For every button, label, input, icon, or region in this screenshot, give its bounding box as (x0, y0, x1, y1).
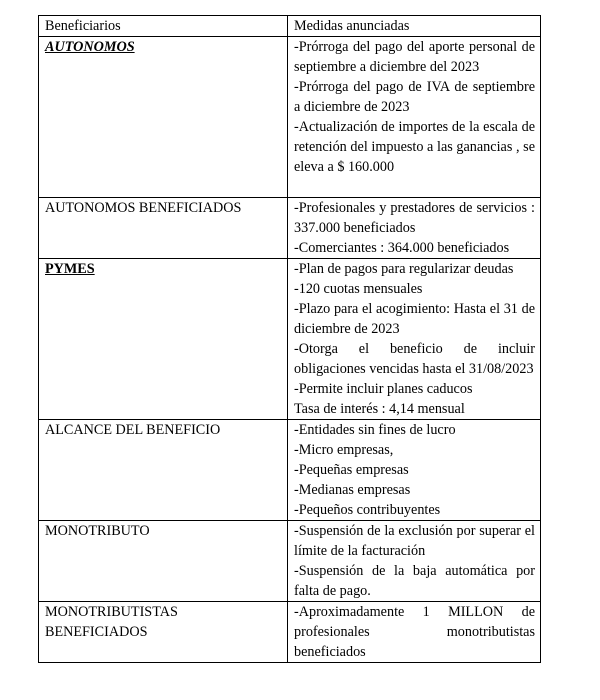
beneficiary-label: MONOTRIBUTO (45, 523, 150, 539)
beneficiary-label: MONOTRIBUTISTAS BENEFICIADOS (45, 604, 178, 640)
measure-item: -Pequeños contribuyentes (294, 502, 441, 518)
measures-cell (288, 602, 541, 663)
measures-cell (288, 420, 541, 521)
beneficiary-cell (39, 602, 288, 663)
measure-item: -Medianas empresas (294, 482, 411, 498)
header-beneficiarios: Beneficiarios (39, 16, 288, 37)
measures-cell (288, 198, 541, 259)
beneficiary-label: ALCANCE DEL BENEFICIO (45, 422, 221, 438)
blank-line (294, 177, 535, 197)
measure-item: -Micro empresas, (294, 442, 394, 458)
table-row (39, 259, 541, 420)
measure-item: -Prórroga del pago de IVA de septiembre a diciembre de 2023 (294, 79, 535, 115)
measure-item: -Entidades sin fines de lucro (294, 422, 456, 438)
table-row (39, 420, 541, 521)
measures-cell (288, 521, 541, 602)
measure-item: -Suspensión de la baja automática por falta de pago. (294, 563, 535, 599)
measure-item: -Aproximadamente 1 MILLON de profesionales monotributistas beneficiados (294, 604, 535, 660)
beneficiary-cell (39, 420, 288, 521)
measure-item: -Profesionales y prestadores de servicios : 337.000 beneficiados (294, 200, 535, 236)
beneficiary-cell (39, 521, 288, 602)
beneficiary-cell (39, 198, 288, 259)
measure-item: -Prórroga del pago del aporte personal de septiembre a diciembre del 2023 (294, 39, 535, 75)
measure-item: -Plazo para el acogimiento: Hasta el 31 de diciembre de 2023 (294, 301, 535, 337)
measure-item: -Pequeñas empresas (294, 462, 409, 478)
table-row (39, 198, 541, 259)
table-row (39, 521, 541, 602)
measure-item: Tasa de interés : 4,14 mensual (294, 401, 465, 417)
measures-cell (288, 259, 541, 420)
table-row (39, 602, 541, 663)
table-row (39, 37, 541, 198)
beneficiary-cell (39, 37, 288, 198)
measure-item: -Otorga el beneficio de incluir obligaciones vencidas hasta el 31/08/2023 (294, 341, 535, 377)
measure-item: -Suspensión de la exclusión por superar el límite de la facturación (294, 523, 535, 559)
measure-item: -Actualización de importes de la escala de retención del impuesto a las ganancias , se eleva a $ 160.000 (294, 119, 535, 175)
beneficiary-label: AUTONOMOS BENEFICIADOS (45, 200, 242, 216)
measure-item: -Comerciantes : 364.000 beneficiados (294, 240, 510, 256)
beneficiary-label: PYMES (45, 261, 95, 277)
measure-item: -120 cuotas mensuales (294, 281, 423, 297)
measure-item: -Plan de pagos para regularizar deudas (294, 261, 514, 277)
beneficiary-cell (39, 259, 288, 420)
measure-item: -Permite incluir planes caducos (294, 381, 473, 397)
measures-table (38, 15, 541, 663)
header-medidas: Medidas anunciadas (288, 16, 541, 37)
measures-cell (288, 37, 541, 198)
beneficiary-label: AUTONOMOS (45, 39, 135, 55)
header-row (39, 16, 541, 37)
